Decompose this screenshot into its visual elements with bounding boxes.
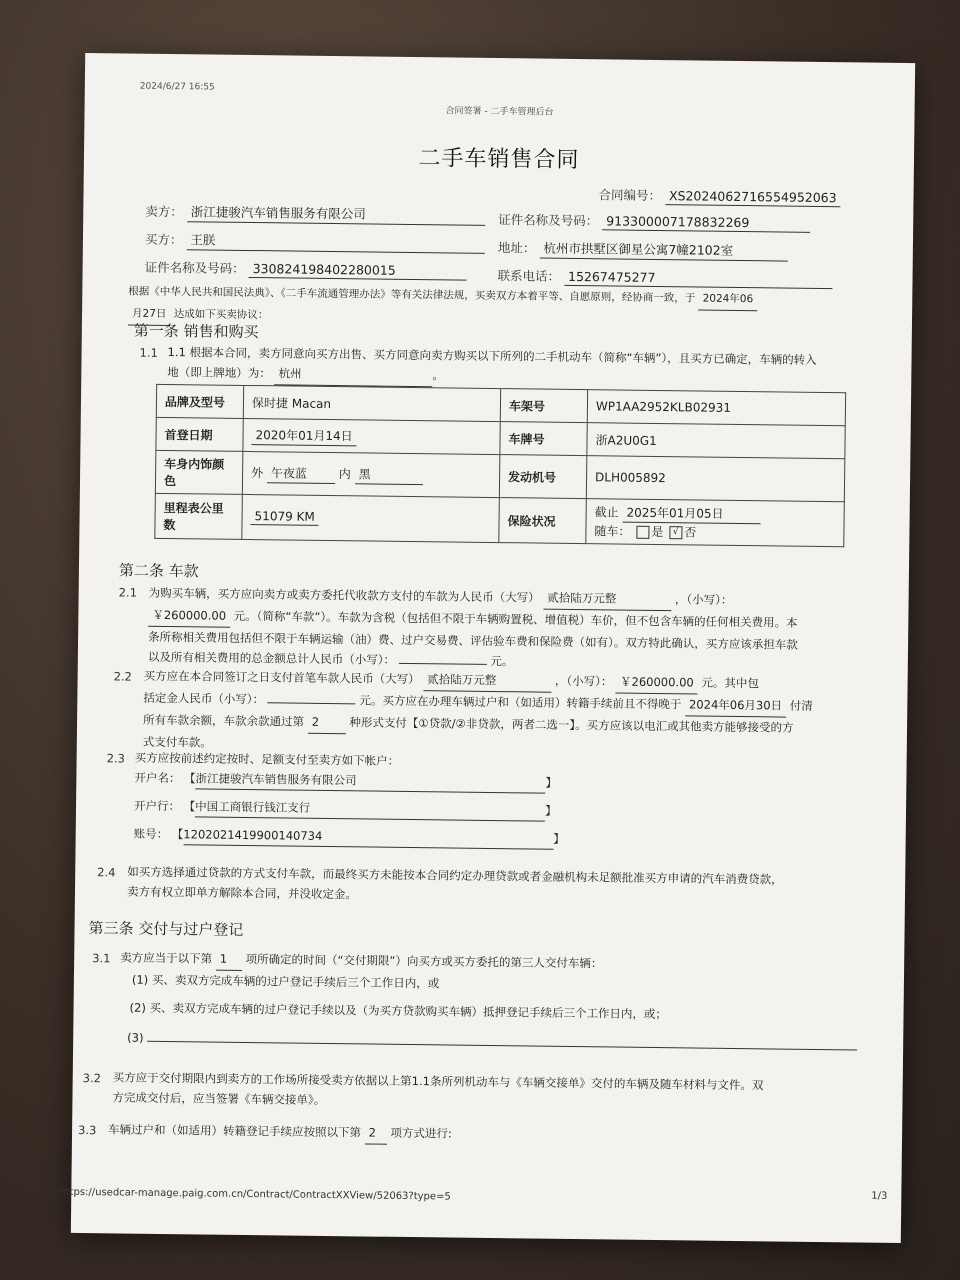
buyer-address-label: 地址：	[497, 240, 536, 256]
print-date: 2024/6/27 16:55	[139, 81, 215, 93]
p24-b: 卖方有权立即单方解除本合同，并没收定金。	[126, 884, 358, 902]
delivery-option-3	[127, 1028, 857, 1057]
p21-total-blank	[399, 662, 487, 665]
account-name-bracket-right: 】	[545, 775, 558, 790]
buyer-address-value: 杭州市拱墅区御星公寓7幢2102室	[539, 239, 787, 262]
account-number-bracket-left: 【	[171, 827, 184, 842]
seller-row	[145, 202, 485, 226]
mileage-value: 51079 KM	[250, 509, 318, 526]
color-cell	[242, 451, 500, 497]
bank-bracket-left: 【	[183, 799, 196, 814]
engine-value: DLH005892	[586, 456, 845, 502]
preamble-date-2: 月27日	[128, 304, 171, 327]
p31-item: 1	[216, 949, 242, 971]
p22-c: 元。其中包	[701, 675, 760, 691]
buyer-row	[145, 230, 485, 254]
vehicle-info-table	[154, 384, 846, 547]
p31-b: 项所确定的时间（“交付期限”）向买方或买方委托的第三人交付车辆：	[245, 951, 603, 971]
p22-e: 元。买方应在办理车辆过户和（如适用）转籍手续前且不得晚于	[359, 693, 682, 712]
plate-label: 车牌号	[500, 422, 587, 456]
article-2-1-text	[148, 583, 799, 675]
contract-page	[59, 53, 915, 1243]
engine-label: 发动机号	[499, 455, 587, 499]
interior-prefix: 内	[338, 466, 351, 481]
article-2-1-num: 2.1	[118, 585, 138, 600]
with-car-no-label: 否	[684, 525, 697, 540]
delivery-option-1: (1) 买、卖双方完成车辆的过户登记手续后三个工作日内，或	[131, 972, 440, 991]
with-car-no-checkbox[interactable]: √	[669, 526, 682, 539]
article-2-3-num: 2.3	[106, 751, 126, 766]
article-2-2-text	[143, 666, 813, 760]
site-title: 合同签署 - 二手车管理后台	[445, 106, 554, 118]
buyer-name: 王朕	[186, 230, 484, 254]
preamble-text: 根据《中华人民共和国民法典》、《二手车流通管理办法》等有关法律法规，买卖双方本着平等、自愿原则，经协商一致，于	[128, 285, 696, 305]
p21-f: 元。	[490, 653, 514, 669]
account-name-label: 开户名：	[134, 770, 181, 786]
article-3-3-num: 3.3	[77, 1122, 97, 1138]
p22-deposit-blank	[268, 701, 356, 704]
contract-number-value: XS2024062716554952063	[665, 188, 841, 207]
color-label: 车身内饰颜色	[155, 450, 243, 494]
mileage-label: 里程表公里数	[155, 493, 243, 539]
buyer-label: 买方：	[144, 231, 183, 248]
p21-a: 为购买车辆，买方应向卖方或卖方委托代收款方支付的车款为人民币（大写）	[148, 585, 540, 605]
article-3-title: 第三条 交付与过户登记	[88, 919, 244, 939]
p22-amount-cn: 贰拾陆万元整	[423, 669, 551, 693]
article-2-title: 第二条 车款	[118, 561, 199, 581]
account-name-bracket-left: 【	[183, 771, 196, 786]
seller-label: 卖方：	[145, 203, 183, 220]
vin-label: 车架号	[500, 389, 587, 423]
p22-f: 付清	[789, 698, 813, 713]
p32-a: 买方应于交付期限内到卖方的工作场所接受卖方依据以上第1.1条所列机动车与《车辆交接单》交付的车辆及随车材料与文件。双	[112, 1070, 764, 1093]
article-2-4-text	[127, 862, 783, 910]
preamble-date-1: 2024年06	[698, 288, 757, 311]
interior-color: 黑	[355, 465, 423, 485]
with-car-label: 随车：	[594, 524, 631, 539]
article-3-2-num: 3.2	[82, 1071, 102, 1086]
plate-value: 浙A2U0G1	[587, 423, 845, 459]
delivery-option-2: (2) 买、卖双方完成车辆的过户登记手续以及（为买方贷款购买车辆）抵押登记手续后三个工作日内，或；	[129, 1000, 668, 1022]
seller-id-label: 证件名称及号码：	[498, 212, 599, 229]
bank-label: 开户行：	[133, 798, 181, 814]
vin-value: WP1AA2952KLB02931	[587, 390, 845, 426]
p22-b: ，（小写）：	[554, 673, 613, 689]
account-number-bracket-right: 】	[553, 831, 565, 846]
article-3-3-text	[108, 1119, 452, 1145]
account-name-row	[134, 768, 557, 794]
p21-amount-cn: 贰拾陆万元整	[543, 588, 671, 612]
p24-a: 如买方选择通过贷款的方式支付车款，而最终买方未能按本合同约定办理贷款或者金融机构未足额批准买方申请的汽车消费贷款，	[127, 864, 783, 887]
article-3-1-num: 3.1	[92, 951, 111, 966]
registration-cell	[243, 418, 500, 454]
article-1-1-line2: 地（即上牌地）为：	[167, 365, 271, 381]
mileage-cell	[242, 494, 500, 542]
article-1-1-line1: 1.1 根据本合同，卖方同意向买方出售、买方同意向卖方购买以下所列的二手机动车（简称“车辆”），且买方已确定，车辆的转入	[167, 345, 817, 367]
insurance-label: 保险状况	[499, 498, 587, 544]
insurance-cell	[586, 499, 845, 547]
article-3-2-text	[112, 1067, 763, 1115]
p33-b: 项方式进行:	[390, 1125, 452, 1141]
document-title: 二手车销售合同	[418, 146, 580, 174]
article-1-title: 第一条 销售和购买	[133, 321, 259, 342]
bank-row	[134, 796, 557, 822]
p21-b: ，（小写）：	[674, 592, 733, 607]
p22-method: 2	[308, 712, 346, 734]
exterior-color: 午夜蓝	[267, 464, 335, 484]
p22-deadline: 2024年06月30日	[685, 694, 786, 717]
p21-c: 元。（简称“车款”）。车款为含税（包括但不限于车辆购置税、增值税）车价，但不包含车辆的任何相关费用。本	[233, 608, 798, 630]
delivery-option-3-label: (3)	[127, 1030, 144, 1045]
p21-amount: ￥260000.00	[148, 605, 230, 628]
p22-d: 括定金人民币（小写）：	[143, 690, 265, 707]
buyer-phone-value: 15267475277	[564, 269, 832, 289]
contract-number-label: 合同编号：	[598, 187, 662, 204]
article-2-2-num: 2.2	[113, 669, 133, 684]
account-name-value: 浙江捷骏汽车销售服务有限公司	[195, 768, 545, 793]
p22-a: 买方应在本合同签订之日支付首笔车款人民币（大写）	[143, 668, 420, 687]
p31-a: 卖方应当于以下第	[120, 950, 213, 966]
buyer-phone-label: 联系电话：	[497, 268, 561, 284]
page-url: https://usedcar-manage.paig.com.cn/Contract/ContractXXView/52063?type=5	[59, 1186, 451, 1203]
p33-a: 车辆过户和（如适用）转籍登记手续应按照以下第	[108, 1122, 362, 1140]
seller-id-value: 913300007178832269	[602, 213, 810, 233]
p21-d: 条所称相关费用包括但不限于车辆运输（油）费、过户交易费、评估验车费和保险费（如有）。双方特此确认，买方应该承担车款	[148, 629, 798, 652]
article-1-1-text: 1.1 根据本合同，卖方同意向买方出售、买方同意向卖方购买以下所列的二手机动车（简称“车辆”），且买方已确定，车辆的转入 地（即上牌地）为： 杭州 。	[167, 342, 817, 392]
account-number-label: 账号：	[133, 826, 169, 842]
registration-label: 首登日期	[156, 417, 243, 451]
article-2-4-num: 2.4	[97, 865, 116, 880]
article-1-1-num: 1.1	[139, 345, 158, 360]
buyer-address-row	[498, 238, 788, 262]
buyer-id-row	[145, 258, 467, 281]
seller-name: 浙江捷骏汽车销售服务有限公司	[187, 202, 485, 226]
contract-number	[598, 185, 840, 207]
with-car-yes-checkbox[interactable]	[636, 526, 649, 539]
p22-i: 式支付车款。	[142, 734, 212, 750]
seller-id-row	[498, 210, 810, 233]
account-number-value: 1202021419900140734	[183, 824, 553, 850]
insurance-until-date: 2025年01月05日	[622, 504, 760, 525]
article-2-3-text: 买方应按前述约定按时、足额支付至卖方如下帐户：	[134, 750, 400, 768]
bank-bracket-right: 】	[545, 803, 557, 818]
bank-value: 中国工商银行钱江支行	[195, 796, 545, 821]
table-row	[155, 493, 844, 546]
p22-amount: ￥260000.00	[616, 672, 698, 695]
buyer-id-label: 证件名称及号码：	[144, 259, 245, 276]
account-number-row	[134, 824, 565, 850]
brand-value: 保时捷 Macan	[243, 385, 500, 421]
registration-value: 2020年01月14日	[251, 426, 356, 446]
with-car-yes-label: 是	[651, 524, 664, 540]
transfer-place: 杭州	[274, 363, 432, 387]
delivery-option-3-blank	[147, 1029, 857, 1051]
page-number: 1/3	[871, 1190, 888, 1202]
brand-label: 品牌及型号	[156, 384, 243, 418]
p32-b: 方完成交付后，应当签署《车辆交接单》。	[112, 1090, 326, 1107]
insurance-until-label: 截止	[594, 505, 619, 520]
buyer-id-value: 330824198402280015	[249, 261, 467, 281]
exterior-prefix: 外	[251, 465, 264, 480]
p22-g: 所有车款余额，车款余款通过第	[143, 712, 305, 729]
p22-h: 种形式支付【①贷款/②非贷款，两者二选一】。买方应该以电汇或其他卖方能够接受的方	[349, 715, 794, 735]
p21-e: 以及所有相关费用的总金额总计人民币（小写）：	[147, 649, 396, 667]
p33-item: 2	[365, 1122, 387, 1144]
preamble-text-2: 达成如下买卖协议：	[173, 308, 269, 322]
